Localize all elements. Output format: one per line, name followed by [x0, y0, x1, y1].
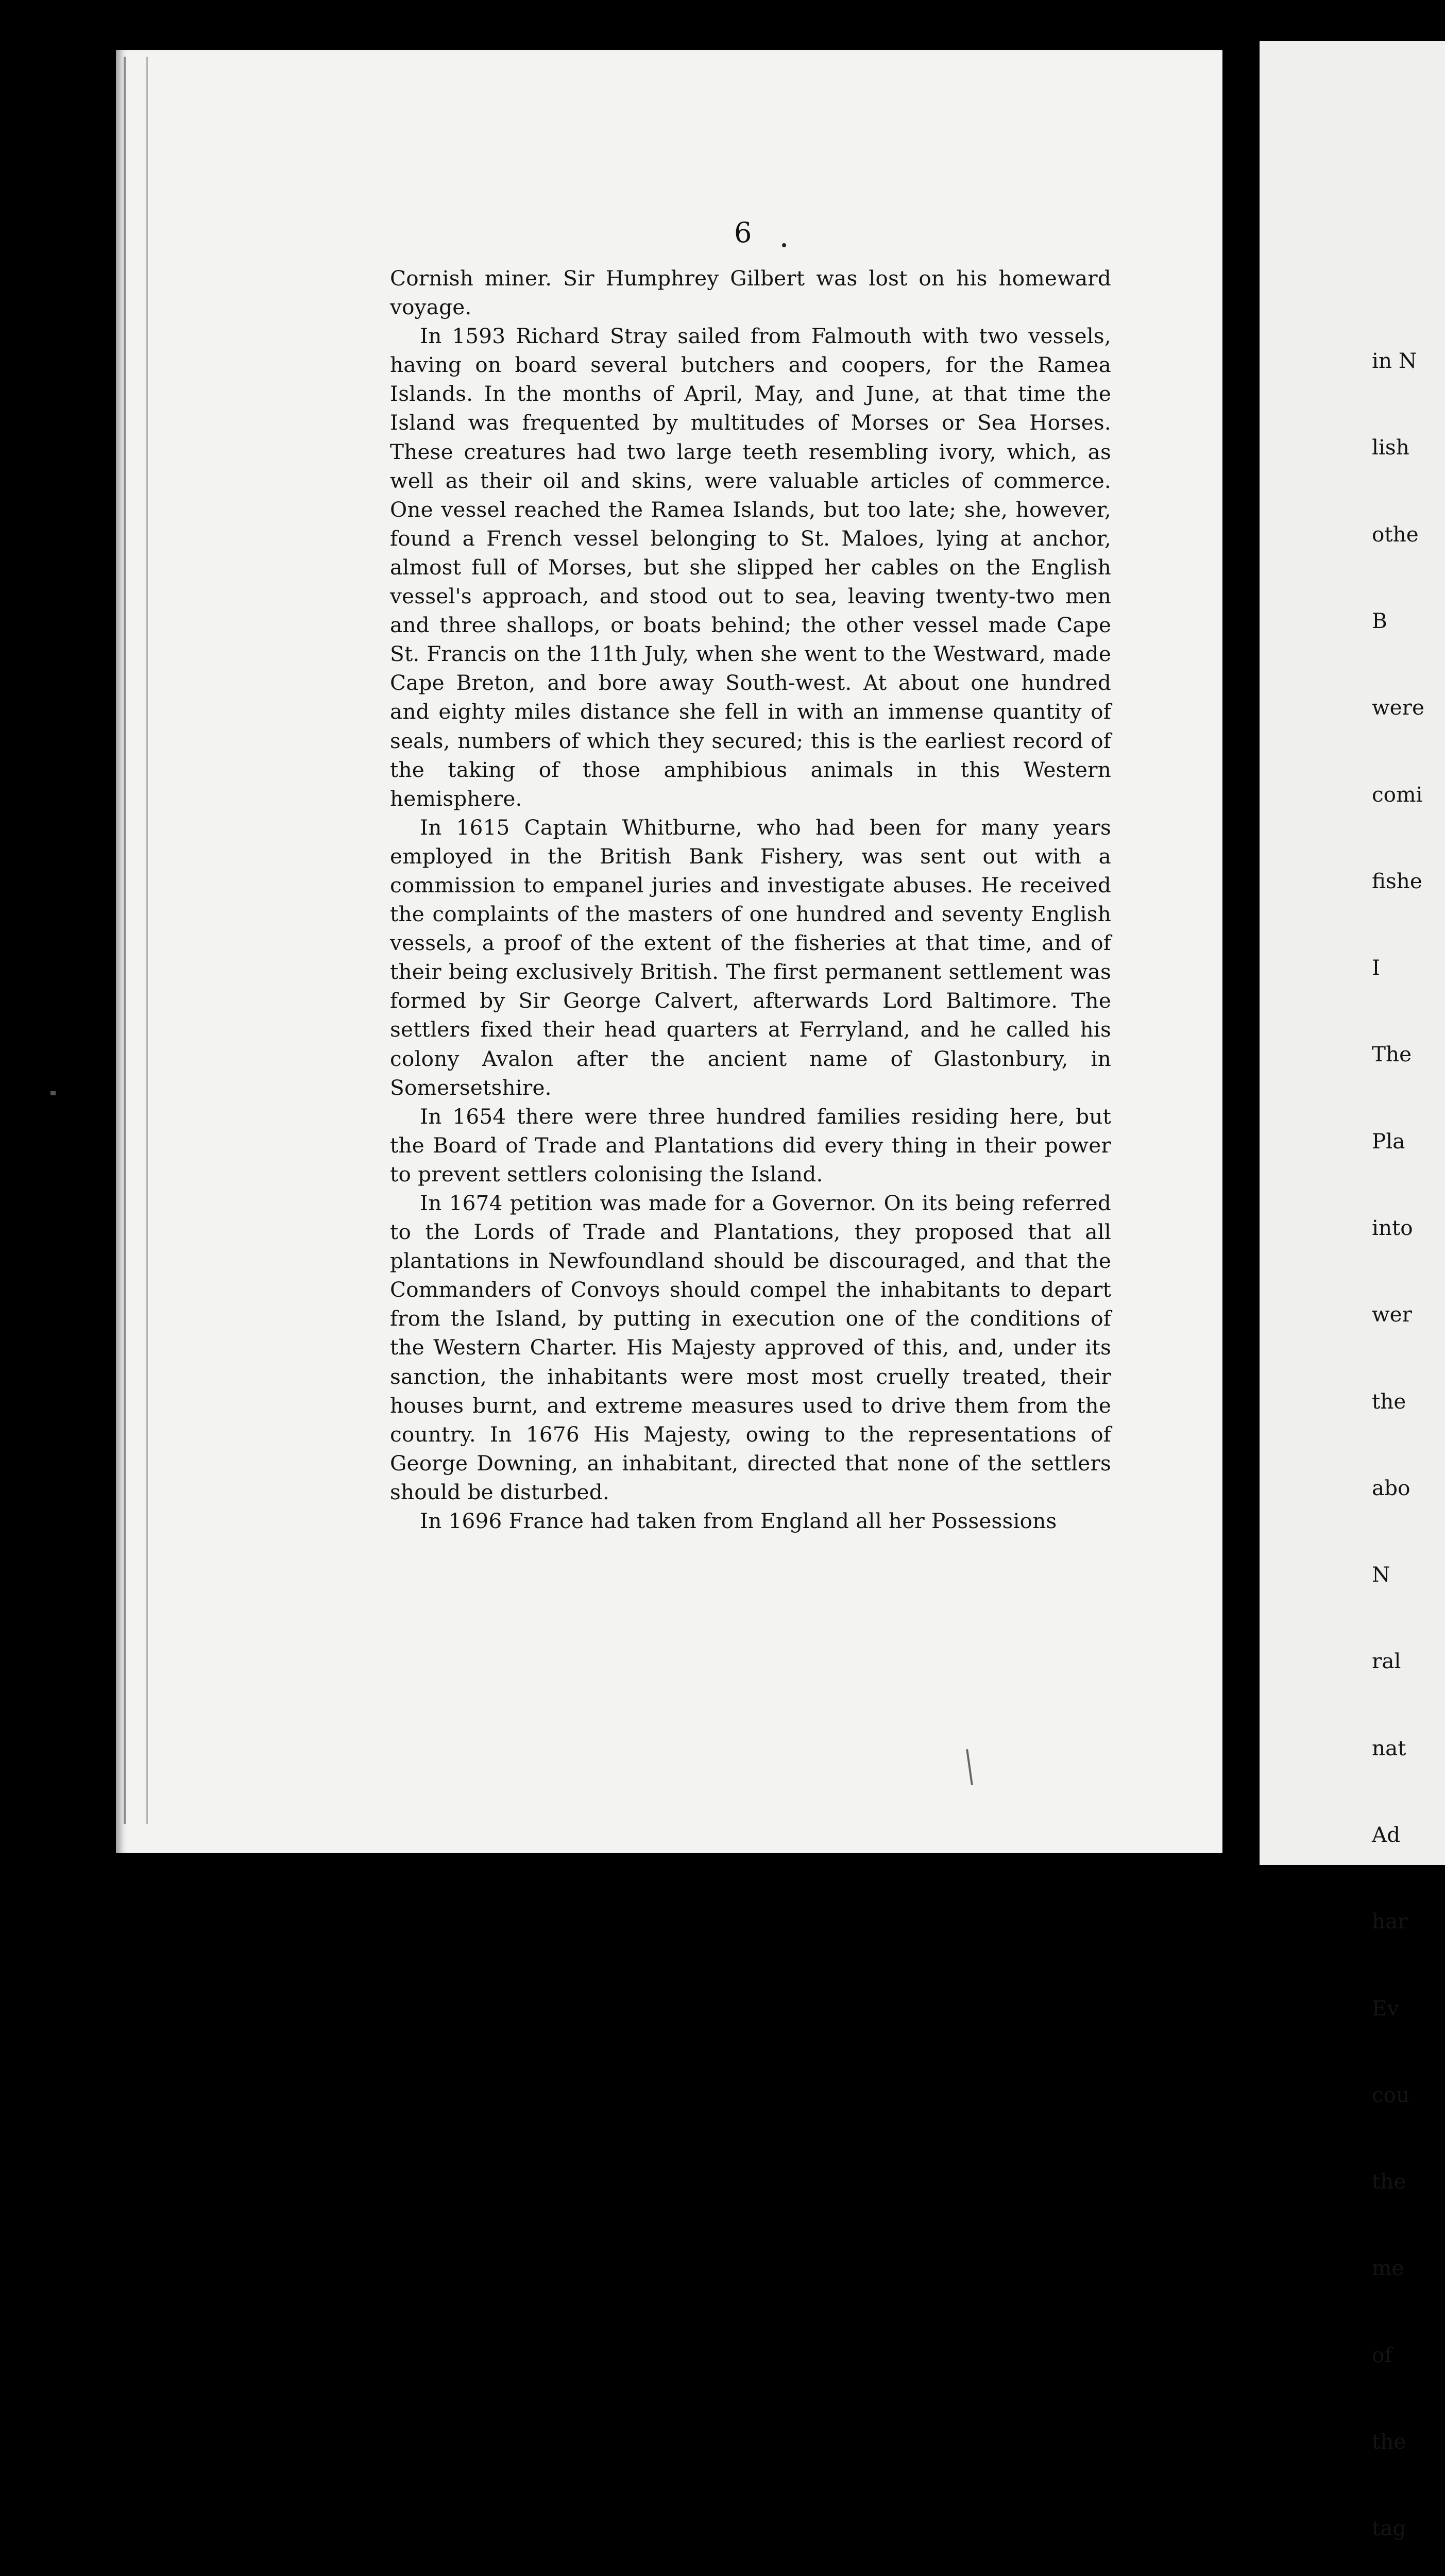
- paragraph: In 1696 France had taken from England all her Possessions: [420, 1509, 1057, 1534]
- page-binding-edge: [124, 57, 148, 1824]
- facing-page-line: me: [1372, 2256, 1404, 2281]
- facing-page-line: abo: [1372, 1475, 1410, 1500]
- facing-page-line: lish: [1372, 435, 1409, 460]
- facing-page-line: were: [1372, 695, 1424, 720]
- facing-page-line: Ad: [1372, 1822, 1401, 1847]
- facing-page-line: B: [1372, 608, 1387, 634]
- facing-page-line: The: [1372, 1042, 1412, 1067]
- facing-page-line: Pla: [1372, 1128, 1405, 1154]
- facing-page-line: othe: [1372, 521, 1419, 547]
- scan-speck: [50, 1091, 56, 1095]
- facing-page-line: har: [1372, 1909, 1408, 1934]
- facing-page-line: the: [1372, 2429, 1406, 2454]
- facing-page-line: fishe: [1372, 868, 1422, 893]
- facing-page-line: I: [1372, 955, 1380, 980]
- facing-page-line: cou: [1372, 2082, 1410, 2107]
- facing-page-text: [1372, 289, 1444, 2576]
- paragraph: Cornish miner. Sir Humphrey Gilbert was lost on his homeward voyage.: [390, 266, 1111, 320]
- facing-page-line: tag: [1372, 2516, 1406, 2541]
- facing-page-line: of: [1372, 2342, 1392, 2367]
- facing-page-line: ral: [1372, 1649, 1401, 1674]
- paragraph: In 1593 Richard Stray sailed from Falmouth with two vessels, having on board several butchers and coopers, for the Ramea Islands. In the months of April, May, and June, at that time the Island was frequented by multitudes of Morses or Sea Horses. These creatures had two large teeth resembling ivory, which, as well as their oil and skins, were valuable articles of commerce. One vessel reached the Ramea Islands, but too late; she, however, found a French vessel belonging to St. Maloes, lying at anchor, almost full of Morses, but she slipped her cables on the English vessel's approach, and stood out to sea, leaving twenty-two men and three shallops, or boats behind; the other vessel made Cape St. Francis on the 11th July, when she went to the Westward, made Cape Breton, and bore away South-west. At about one hundred and eighty miles distance she fell in with an immense quantity of seals, numbers of which they secured; this is the earliest record of the taking of those amphibious animals in this Western hemisphere.: [390, 324, 1111, 811]
- facing-page-line: into: [1372, 1215, 1413, 1240]
- paragraph: In 1674 petition was made for a Governor. On its being referred to the Lords of Trade and Plantations, they proposed that all plantations in Newfoundland should be discouraged, and that the Commanders of Convoys should compel the inhabitants to depart from the Island, by putting in execution one of the conditions of the Western Charter. His Majesty approved of this, and, under its sanction, the inhabitants were most most cruelly treated, their houses burnt, and extreme measures used to drive them from the country. In 1676 His Majesty, owing to the representations of George Downing, an inhabitant, directed that none of the settlers should be disturbed.: [390, 1191, 1111, 1504]
- facing-page-line: wer: [1372, 1302, 1412, 1327]
- facing-page-line: nat: [1372, 1735, 1406, 1760]
- paragraph: In 1615 Captain Whitburne, who had been for many years employed in the British Bank Fishery, was sent out with a commission to empanel juries and investigate abuses. He received the complaints of the masters of one hundred and seventy English vessels, a proof of the extent of the fisheries at that time, and of their being exclusively British. The first permanent settlement was formed by Sir George Calvert, afterwards Lord Baltimore. The settlers fixed their head quarters at Ferryland, and he called his colony Avalon after the ancient name of Glastonbury, in Somersetshire.: [390, 815, 1111, 1100]
- page-number: 6: [734, 216, 752, 249]
- facing-page-line: the: [1372, 1388, 1406, 1414]
- body-text: [390, 216, 1111, 1535]
- facing-page-line: in N: [1372, 348, 1417, 374]
- facing-page-line: comi: [1372, 782, 1423, 807]
- facing-page-line: Ev: [1372, 1995, 1399, 2021]
- facing-page-line: N: [1372, 1562, 1390, 1587]
- paragraph: In 1654 there were three hundred families residing here, but the Board of Trade and Plantations did every thing in their power to prevent settlers colonising the Island.: [390, 1104, 1111, 1187]
- facing-page-line: the: [1372, 2169, 1406, 2194]
